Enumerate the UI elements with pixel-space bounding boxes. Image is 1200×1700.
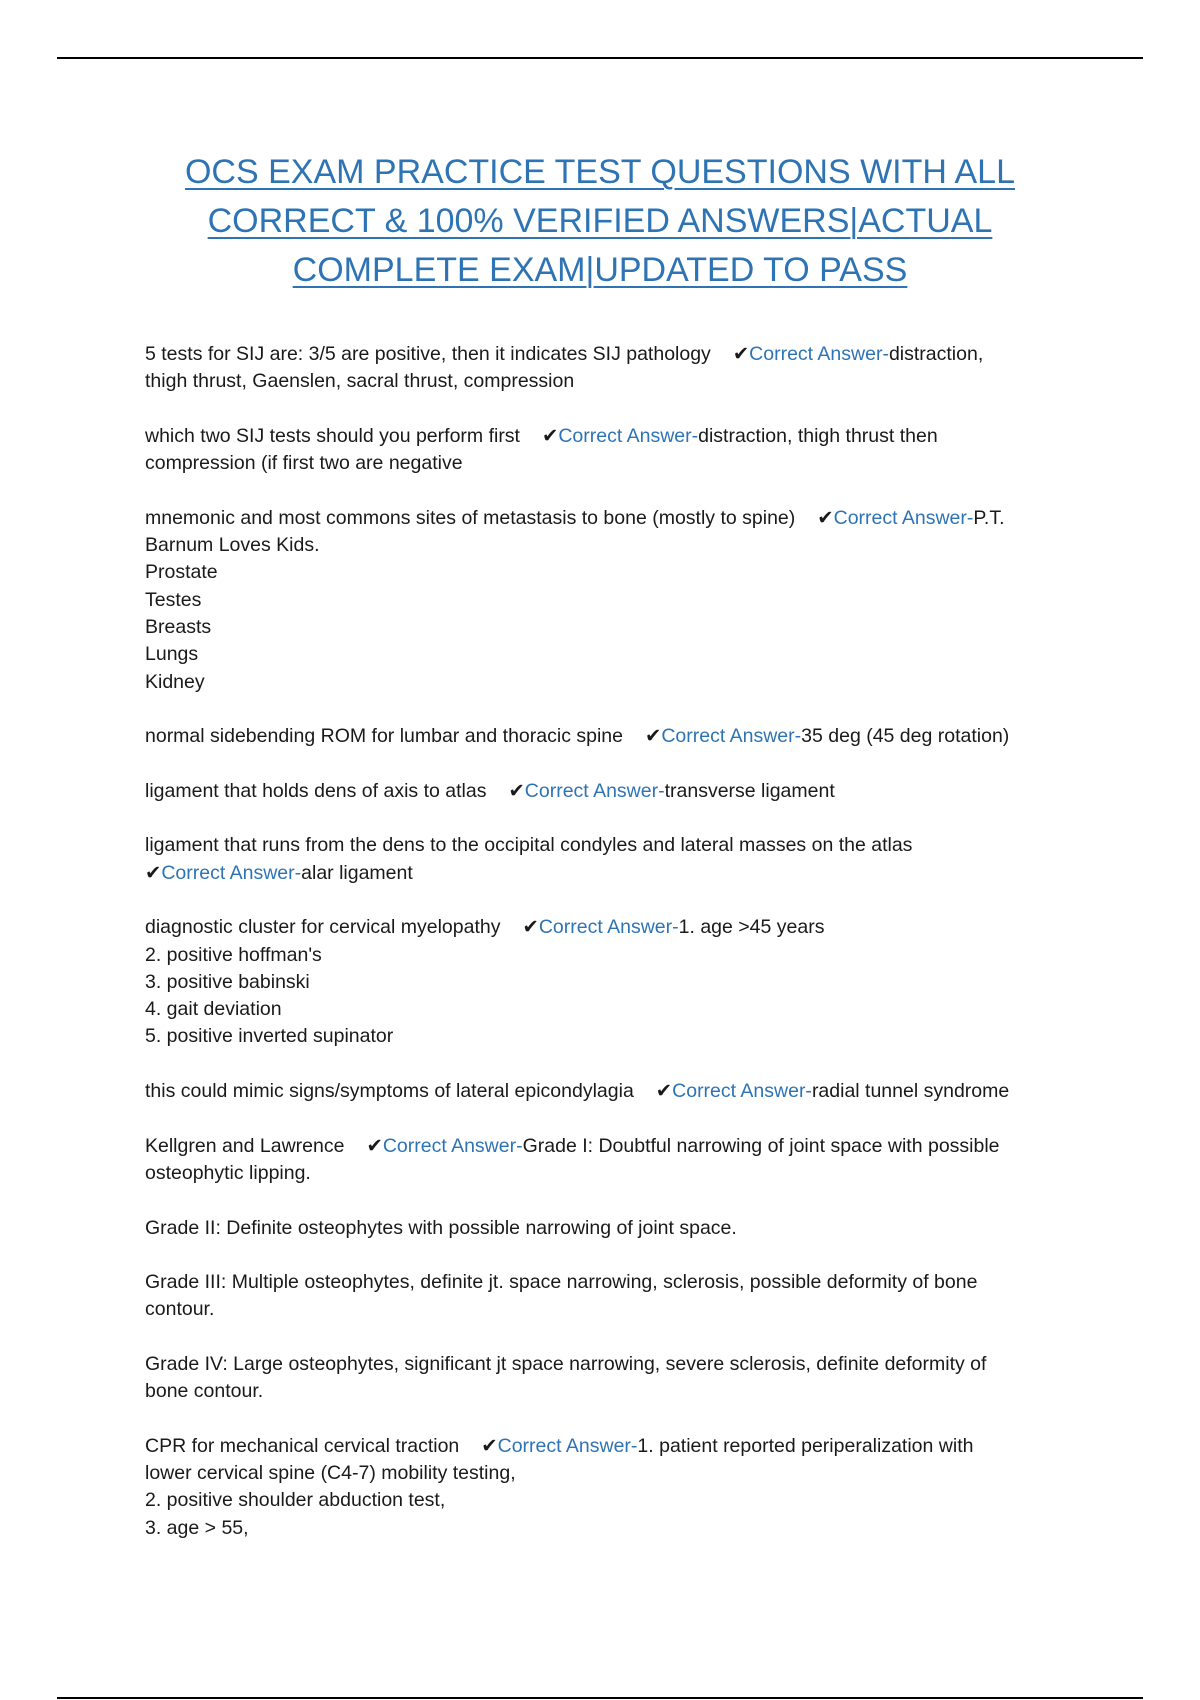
qa-first-line — [145, 505, 1070, 532]
answer-text: 1. patient reported periperalization with — [637, 1434, 974, 1457]
check-icon: ✔ — [522, 916, 539, 939]
grade-line: Grade II: Definite osteophytes with possible narrowing of joint space. — [145, 1216, 737, 1239]
answer-continuation: 2. positive shoulder abduction test, — [145, 1489, 446, 1512]
answer-continuation: Barnum Loves Kids. — [145, 534, 320, 557]
qa-item — [145, 914, 1070, 1050]
answer-continuation: thigh thrust, Gaenslen, sacral thrust, compression — [145, 370, 575, 393]
check-icon: ✔ — [481, 1434, 498, 1457]
correct-answer-label: Correct Answer- — [749, 343, 889, 365]
correct-answer-label: Correct Answer- — [382, 1134, 523, 1157]
qa-first-line — [145, 778, 1070, 805]
question-text: Kellgren and Lawrence — [145, 1134, 345, 1157]
qa-first-line — [145, 341, 1070, 368]
answer-continuation: Kidney — [145, 670, 205, 693]
title-line-1: OCS EXAM PRACTICE TEST QUESTIONS WITH ALL — [184, 153, 1015, 191]
qa-item — [145, 723, 1070, 750]
title-line-2: CORRECT & 100% VERIFIED ANSWERS|ACTUAL — [207, 202, 993, 240]
document-title — [140, 148, 1060, 295]
qa-answer-line — [145, 860, 1070, 887]
answer-continuation: osteophytic lipping. — [145, 1161, 311, 1184]
answer-text: distraction, — [888, 343, 984, 365]
question-text: ligament that runs from the dens to the occipital condyles and lateral masses on the atlas — [145, 834, 913, 857]
qa-item — [145, 1433, 1070, 1542]
answer-text: transverse ligament — [664, 779, 835, 802]
qa-item — [145, 505, 1070, 696]
question-text: this could mimic signs/symptoms of lateral epicondylagia — [145, 1080, 634, 1103]
top-rule — [57, 57, 1143, 59]
question-text: normal sidebending ROM for lumbar and thoracic spine — [145, 725, 623, 748]
answer-text: P.T. — [973, 506, 1005, 529]
answer-text: Grade I: Doubtful narrowing of joint space with possible — [522, 1134, 1000, 1157]
grade-line: Grade IV: Large osteophytes, significant jt space narrowing, severe sclerosis, definite deformity of — [145, 1352, 987, 1375]
answer-continuation: Testes — [145, 588, 202, 611]
qa-first-line — [145, 723, 1070, 750]
correct-answer-label: Correct Answer- — [661, 725, 802, 748]
grade-line: contour. — [145, 1298, 215, 1321]
answer-text: distraction, thigh thrust then — [698, 424, 938, 447]
question-text: diagnostic cluster for cervical myelopathy — [145, 916, 501, 939]
correct-answer-label: Correct Answer- — [497, 1434, 638, 1457]
qa-first-line — [145, 423, 1070, 450]
bottom-rule — [57, 1697, 1143, 1699]
qa-item — [145, 1078, 1070, 1105]
question-text: which two SIJ tests should you perform first — [145, 424, 520, 447]
answer-continuation: 4. gait deviation — [145, 998, 282, 1021]
answer-continuation: compression (if first two are negative — [145, 452, 463, 475]
answer-continuation: 3. positive babinski — [145, 970, 310, 993]
qa-item — [145, 832, 1070, 887]
qa-first-line — [145, 914, 1070, 941]
answer-continuation: Prostate — [145, 561, 218, 584]
correct-answer-label: Correct Answer- — [524, 779, 665, 802]
answer-text: 1. age >45 years — [678, 916, 825, 939]
correct-answer-label: Correct Answer- — [558, 424, 699, 447]
answer-text: 35 deg (45 deg rotation) — [801, 725, 1010, 748]
correct-answer-label: Correct Answer- — [833, 506, 974, 529]
check-icon: ✔ — [817, 506, 834, 529]
qa-item — [145, 778, 1070, 805]
check-icon: ✔ — [366, 1134, 383, 1157]
qa-item — [145, 341, 1070, 396]
qa-first-line — [145, 1133, 1070, 1160]
answer-continuation: lower cervical spine (C4-7) mobility testing, — [145, 1462, 516, 1485]
qa-first-line — [145, 1433, 1070, 1460]
check-icon: ✔ — [508, 779, 525, 802]
qa-content — [145, 341, 1070, 1569]
answer-continuation: Lungs — [145, 643, 199, 666]
grade-paragraph — [145, 1351, 1070, 1406]
grade-line: bone contour. — [145, 1380, 264, 1403]
question-text: mnemonic and most commons sites of metastasis to bone (mostly to spine) — [145, 506, 796, 529]
question-text: 5 tests for SIJ are: 3/5 are positive, then it indicates SIJ pathology — [145, 343, 711, 365]
grade-paragraph — [145, 1215, 1070, 1242]
check-icon: ✔ — [541, 424, 559, 447]
qa-first-line — [145, 1078, 1070, 1105]
question-text: ligament that holds dens of axis to atlas — [145, 779, 487, 802]
correct-answer-label: Correct Answer- — [538, 916, 679, 939]
answer-continuation: 2. positive hoffman's — [145, 943, 322, 966]
answer-text: radial tunnel syndrome — [811, 1080, 1010, 1103]
qa-item — [145, 423, 1070, 478]
answer-text: alar ligament — [301, 861, 413, 884]
question-text: CPR for mechanical cervical traction — [145, 1434, 460, 1457]
grade-paragraph — [145, 1269, 1070, 1324]
check-icon: ✔ — [655, 1080, 673, 1103]
check-icon: ✔ — [145, 861, 162, 884]
grade-line: Grade III: Multiple osteophytes, definite jt. space narrowing, sclerosis, possible deformity of bone — [145, 1271, 978, 1294]
qa-item — [145, 1133, 1070, 1188]
correct-answer-label: Correct Answer- — [161, 861, 302, 884]
answer-continuation: 5. positive inverted supinator — [145, 1025, 394, 1048]
answer-continuation: 3. age > 55, — [145, 1516, 249, 1539]
check-icon: ✔ — [645, 725, 662, 748]
title-line-3: COMPLETE EXAM|UPDATED TO PASS — [292, 251, 908, 289]
check-icon: ✔ — [732, 343, 750, 365]
correct-answer-label: Correct Answer- — [672, 1080, 812, 1103]
answer-continuation: Breasts — [145, 615, 212, 638]
